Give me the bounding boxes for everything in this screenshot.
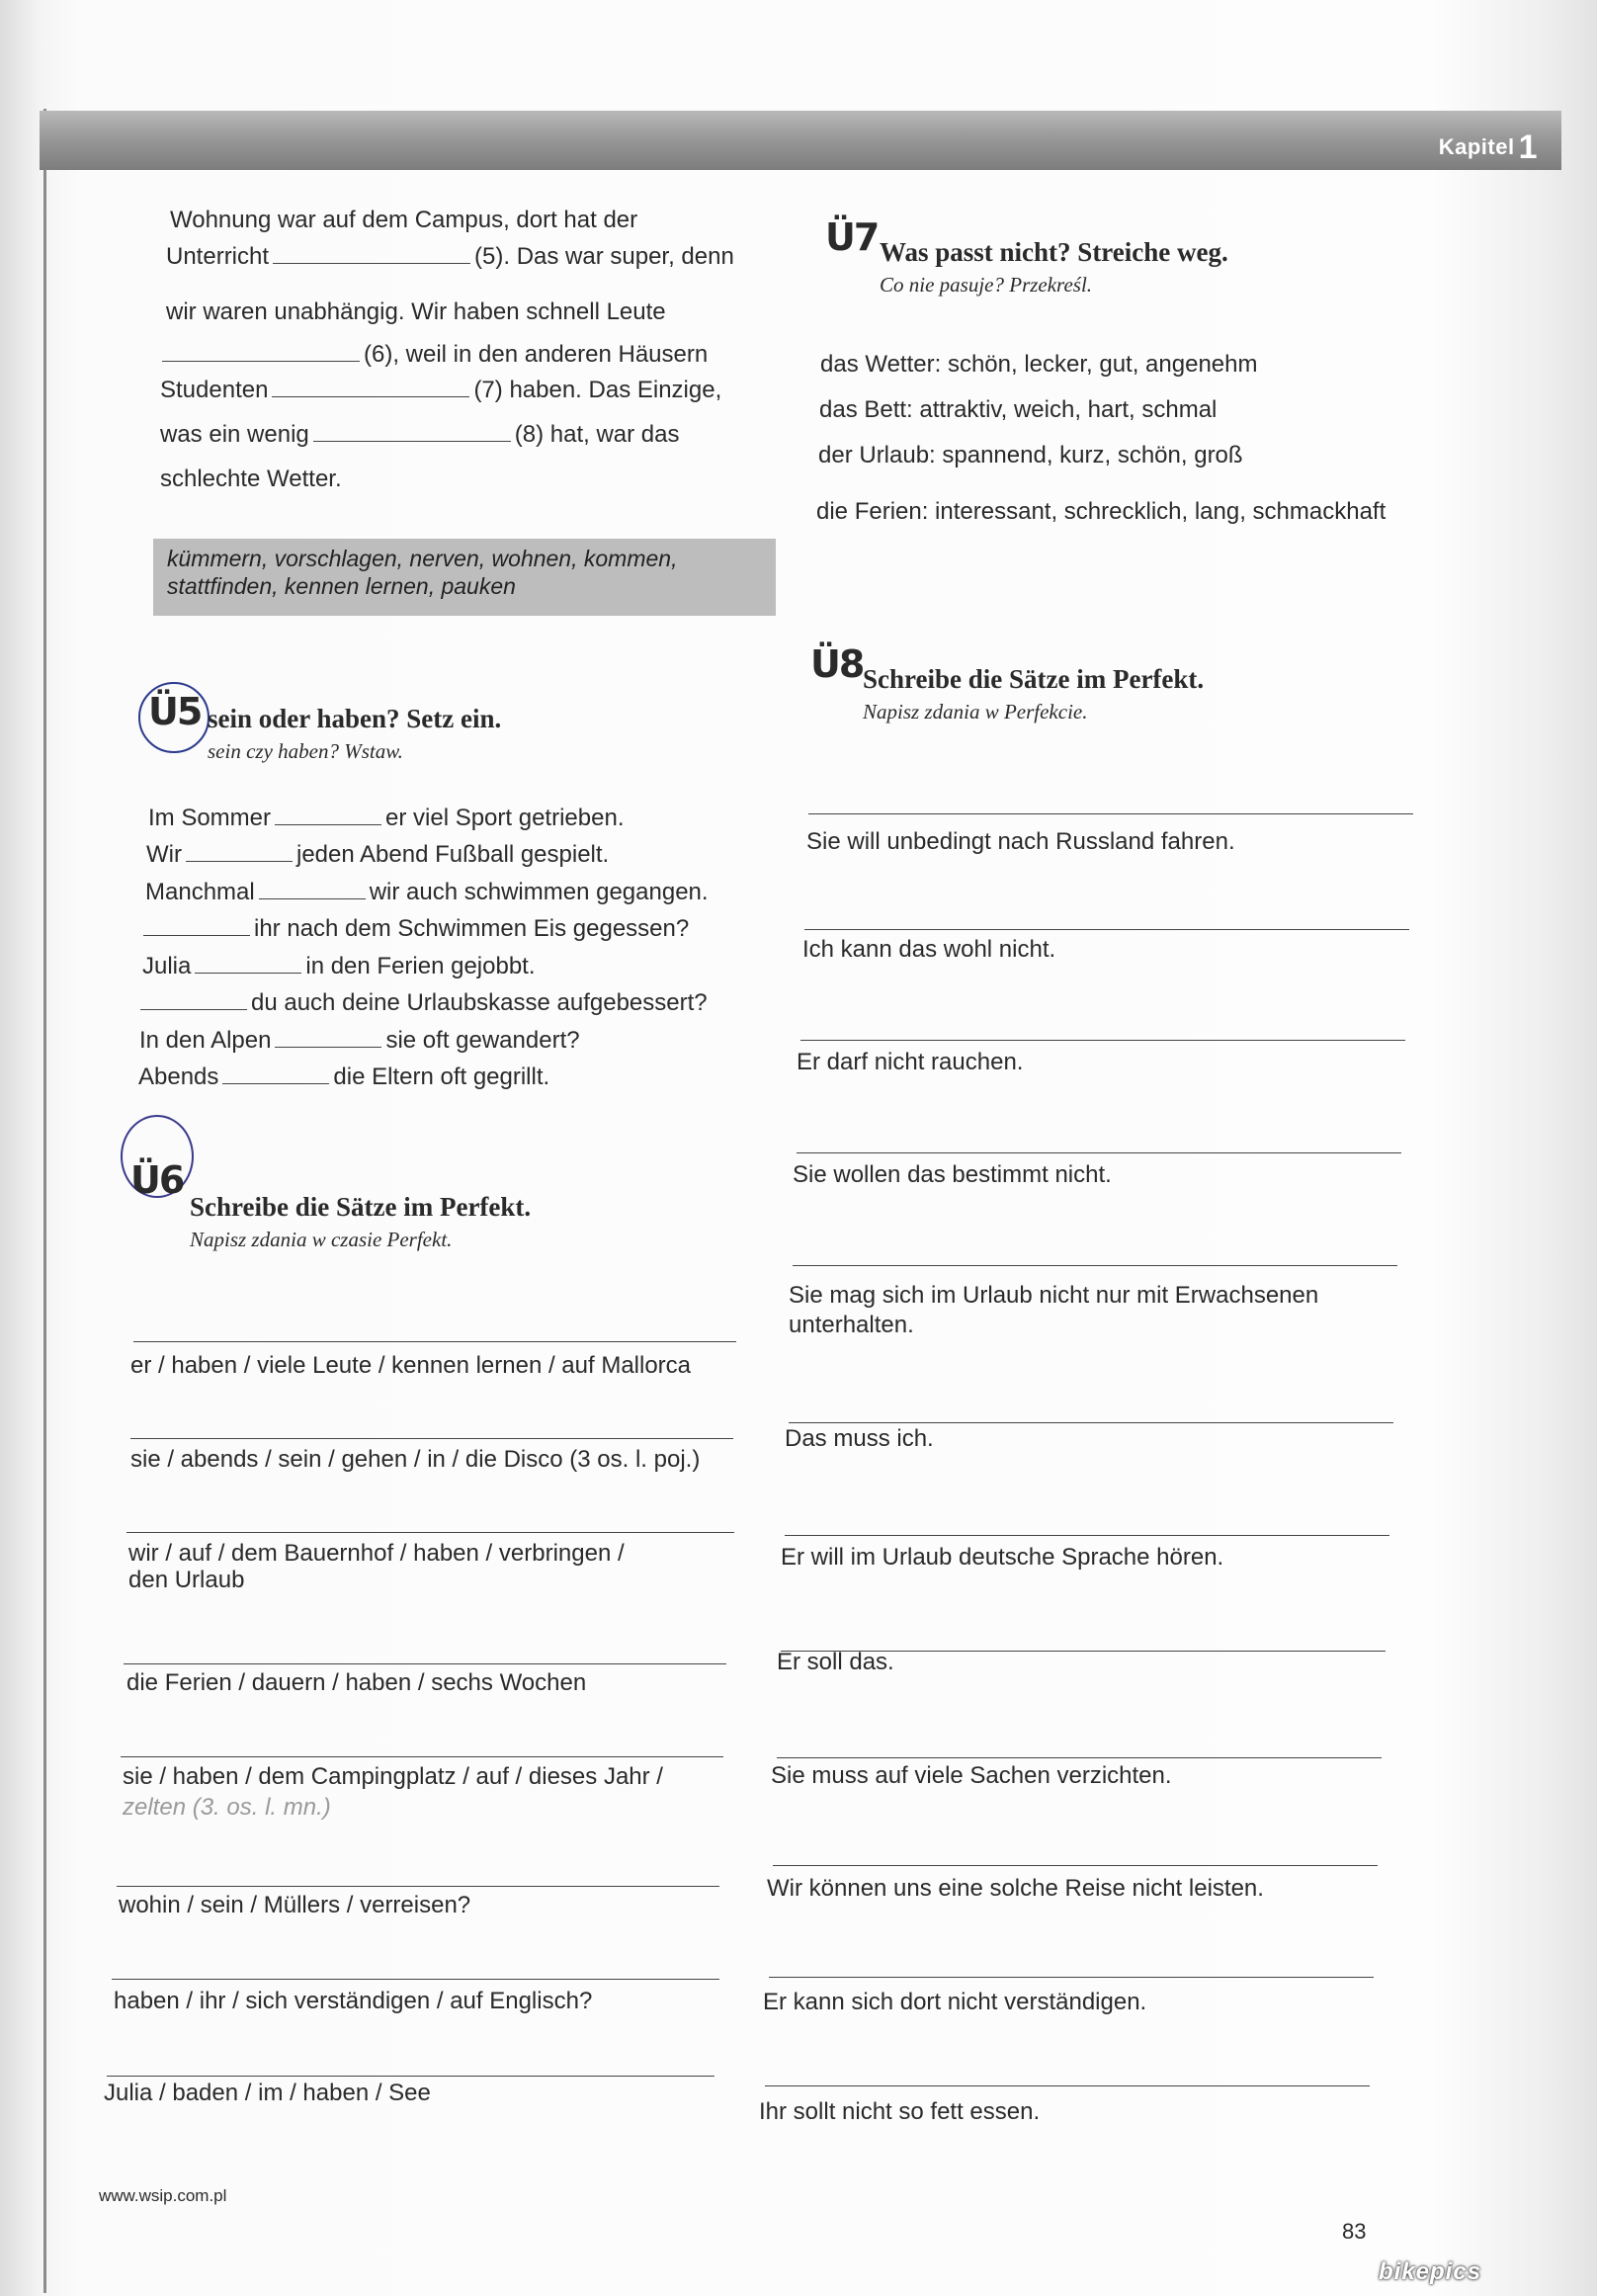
exercise-8-prompt: Er darf nicht rauchen. [797, 1049, 1024, 1075]
answer-line[interactable] [800, 1040, 1405, 1041]
answer-line[interactable] [117, 1886, 719, 1887]
binding-spine [43, 109, 46, 2293]
gap-blank[interactable] [275, 822, 381, 825]
chapter-number: 1 [1518, 128, 1538, 166]
answer-line[interactable] [126, 1532, 734, 1533]
answer-line[interactable] [112, 1979, 719, 1980]
exercise-8-number: Ü8 [810, 642, 864, 686]
exercise-7-item: das Bett: attraktiv, weich, hart, schmal [819, 396, 1218, 423]
exercise-7-item: die Ferien: interessant, schrecklich, lang, schmackhaft [816, 498, 1387, 525]
answer-line[interactable] [808, 813, 1413, 814]
exercise-5-subtitle: sein czy haben? Wstaw. [208, 739, 403, 763]
gap-blank[interactable] [162, 359, 360, 362]
exercise-5-item: ihr nach dem Schwimmen Eis gegessen? [143, 914, 689, 944]
exercise-6-prompt: zelten (3. os. l. mn.) [123, 1794, 331, 1821]
answer-line[interactable] [793, 1265, 1397, 1266]
answer-line[interactable] [121, 1756, 723, 1757]
answer-line[interactable] [107, 2076, 714, 2077]
answer-line[interactable] [765, 2085, 1370, 2086]
answer-line[interactable] [789, 1422, 1393, 1423]
exercise-6-title: Schreibe die Sätze im Perfekt. [190, 1192, 532, 1222]
exercise-7-item: der Urlaub: spannend, kurz, schön, groß [818, 442, 1243, 468]
gap-blank[interactable] [272, 394, 469, 397]
exercise-5-item: Julia in den Ferien gejobbt. [142, 953, 536, 979]
exercise-8-subtitle: Napisz zdania w Perfekcie. [863, 700, 1088, 723]
intro-line: (6), weil in den anderen Häusern [162, 340, 708, 370]
intro-line: Wohnung war auf dem Campus, dort hat der [170, 207, 638, 233]
exercise-6-prompt: den Urlaub [128, 1567, 245, 1593]
gap-blank[interactable] [222, 1081, 329, 1084]
chapter-label [1439, 128, 1538, 167]
exercise-6-prompt: haben / ihr / sich verständigen / auf Englisch? [114, 1988, 593, 2014]
header-bar [40, 111, 1561, 170]
word-box-line: stattfinden, kennen lernen, pauken [167, 573, 516, 599]
page-number: 83 [1342, 2219, 1367, 2244]
exercise-6-prompt: er / haben / viele Leute / kennen lernen / auf Mallorca [130, 1352, 692, 1379]
exercise-6-subtitle: Napisz zdania w czasie Perfekt. [190, 1228, 453, 1251]
exercise-7-item: das Wetter: schön, lecker, gut, angenehm [820, 351, 1258, 378]
intro-line: wir waren unabhängig. Wir haben schnell Leute [166, 298, 666, 325]
exercise-8-prompt: Wir können uns eine solche Reise nicht leisten. [767, 1875, 1264, 1902]
word-box [153, 539, 776, 616]
exercise-6-prompt: wohin / sein / Müllers / verreisen? [119, 1892, 471, 1918]
exercise-7-number: Ü7 [825, 215, 879, 259]
exercise-5-item: Im Sommer er viel Sport getrieben. [148, 805, 625, 831]
answer-line[interactable] [773, 1865, 1378, 1866]
exercise-8-prompt: Sie muss auf viele Sachen verzichten. [771, 1762, 1172, 1789]
exercise-8-title: Schreibe die Sätze im Perfekt. [863, 664, 1205, 694]
exercise-6-prompt: sie / abends / sein / gehen / in / die Disco (3 os. l. poj.) [130, 1446, 701, 1473]
exercise-8-prompt: Sie mag sich im Urlaub nicht nur mit Erwachsenen [789, 1282, 1319, 1309]
exercise-7-title: Was passt nicht? Streiche weg. [880, 237, 1228, 267]
exercise-5-item: Manchmal wir auch schwimmen gegangen. [145, 879, 709, 905]
exercise-8-prompt: Er soll das. [777, 1649, 894, 1675]
exercise-5-item: du auch deine Urlaubskasse aufgebessert? [140, 988, 708, 1018]
intro-line: Studenten (7) haben. Das Einzige, [160, 377, 722, 403]
exercise-5-item: Wir jeden Abend Fußball gespielt. [146, 841, 610, 868]
answer-line[interactable] [133, 1341, 736, 1342]
gap-blank[interactable] [195, 971, 301, 974]
exercise-5-title: sein oder haben? Setz ein. [208, 704, 502, 733]
intro-line: schlechte Wetter. [160, 466, 342, 492]
intro-line: Unterricht (5). Das war super, denn [166, 243, 734, 270]
exercise-8-prompt: unterhalten. [789, 1312, 914, 1338]
answer-line[interactable] [797, 1152, 1401, 1153]
gap-blank[interactable] [259, 896, 366, 899]
gap-blank[interactable] [143, 933, 250, 936]
exercise-5-item: Abends die Eltern oft gegrillt. [138, 1063, 550, 1090]
word-box-line: kümmern, vorschlagen, nerven, wohnen, kommen, [167, 546, 678, 571]
intro-line: was ein wenig (8) hat, war das [160, 421, 680, 448]
answer-line[interactable] [777, 1757, 1382, 1758]
exercise-8-prompt: Ihr sollt nicht so fett essen. [759, 2098, 1041, 2125]
exercise-5-item: In den Alpen sie oft gewandert? [139, 1027, 580, 1054]
gap-blank[interactable] [313, 439, 511, 442]
exercise-8-prompt: Sie wollen das bestimmt nicht. [793, 1161, 1112, 1188]
answer-line[interactable] [124, 1663, 726, 1664]
exercise-6-prompt: sie / haben / dem Campingplatz / auf / dieses Jahr / [123, 1763, 663, 1790]
chapter-label-text: Kapitel [1438, 134, 1515, 159]
answer-line[interactable] [804, 929, 1409, 930]
gap-blank[interactable] [140, 1007, 247, 1010]
publisher-url: www.wsip.com.pl [99, 2186, 227, 2205]
gap-blank[interactable] [275, 1045, 381, 1048]
exercise-6-prompt: wir / auf / dem Bauernhof / haben / verbringen / [128, 1540, 625, 1567]
answer-line[interactable] [785, 1535, 1389, 1536]
gap-blank[interactable] [273, 261, 470, 264]
exercise-8-prompt: Er will im Urlaub deutsche Sprache hören. [781, 1544, 1224, 1571]
watermark: bikepics [1379, 2258, 1482, 2285]
exercise-5-number: Ü5 [148, 690, 202, 733]
gap-blank[interactable] [186, 859, 293, 862]
answer-line[interactable] [130, 1438, 733, 1439]
exercise-6-prompt: Julia / baden / im / haben / See [104, 2080, 431, 2106]
exercise-6-prompt: die Ferien / dauern / haben / sechs Wochen [126, 1669, 587, 1696]
exercise-6-number: Ü6 [130, 1158, 184, 1202]
exercise-8-prompt: Ich kann das wohl nicht. [802, 936, 1056, 963]
exercise-8-prompt: Sie will unbedingt nach Russland fahren. [806, 828, 1235, 855]
exercise-7-subtitle: Co nie pasuje? Przekreśl. [880, 273, 1093, 297]
exercise-8-prompt: Das muss ich. [785, 1425, 934, 1452]
answer-line[interactable] [769, 1977, 1374, 1978]
exercise-8-prompt: Er kann sich dort nicht verständigen. [763, 1989, 1147, 2015]
